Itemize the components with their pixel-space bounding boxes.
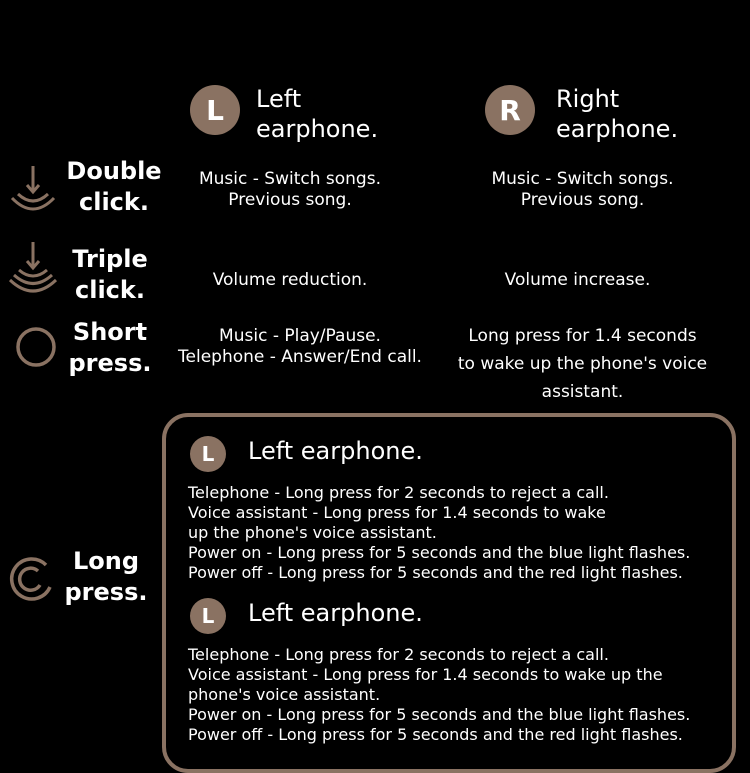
- short-press-icon: [14, 325, 58, 369]
- left-badge: L: [190, 85, 240, 135]
- double-click-icon: [10, 164, 56, 214]
- left-earphone-heading: [256, 84, 378, 144]
- triple-click-icon: [8, 240, 58, 300]
- right-heading-line2: earphone.: [556, 115, 679, 143]
- section1-badge: L: [190, 436, 226, 472]
- right-earphone-heading: [556, 84, 678, 144]
- triple-click-label: [62, 244, 158, 306]
- double-click-left-desc: Music - Switch songs. Previous song.: [198, 169, 381, 210]
- short-press-label-line2: press.: [68, 349, 152, 377]
- short-press-left-desc: Music - Play/Pause. Telephone - Answer/End call.: [178, 326, 422, 367]
- double-click-label-line2: click.: [79, 188, 149, 216]
- section2-badge: L: [190, 598, 226, 634]
- double-click-label: [62, 156, 166, 218]
- section2-text: Telephone - Long press for 2 seconds to reject a call. Voice assistant - Long press for 1.4 seconds to wake up the phone's voice assistant. Power on - Long press for 5 seconds and the blue light flashes. Power off - Long press for 5 seconds and the red light flashes.: [188, 645, 691, 744]
- section1-text: Telephone - Long press for 2 seconds to reject a call. Voice assistant - Long press for 1.4 seconds to wake up the phone's voice assistant. Power on - Long press for 5 seconds and the blue light flashes. Power off - Long press for 5 seconds and the red light flashes.: [188, 483, 691, 582]
- triple-click-left-desc: Volume reduction.: [212, 270, 368, 290]
- right-heading-line1: Right: [556, 85, 620, 113]
- triple-click-right-desc: Volume increase.: [504, 270, 651, 290]
- double-click-label-line1: Double: [66, 157, 162, 185]
- triple-click-label-line1: Triple: [72, 245, 148, 273]
- section1-title: Left earphone.: [248, 437, 423, 465]
- short-press-right-desc: Long press for 1.4 seconds to wake up the phone's voice assistant.: [457, 326, 708, 402]
- long-press-label: [62, 546, 150, 608]
- left-heading-line1: Left: [256, 85, 302, 113]
- short-press-label: [62, 317, 158, 379]
- triple-click-label-line2: click.: [75, 276, 145, 304]
- long-press-icon: [6, 555, 54, 605]
- short-press-label-line1: Short: [72, 318, 148, 346]
- left-heading-line2: earphone.: [256, 115, 379, 143]
- long-press-label-line2: press.: [64, 578, 148, 606]
- section2-title: Left earphone.: [248, 599, 423, 627]
- right-badge: R: [485, 85, 535, 135]
- long-press-label-line1: Long: [72, 547, 140, 575]
- double-click-right-desc: Music - Switch songs. Previous song.: [491, 169, 674, 210]
